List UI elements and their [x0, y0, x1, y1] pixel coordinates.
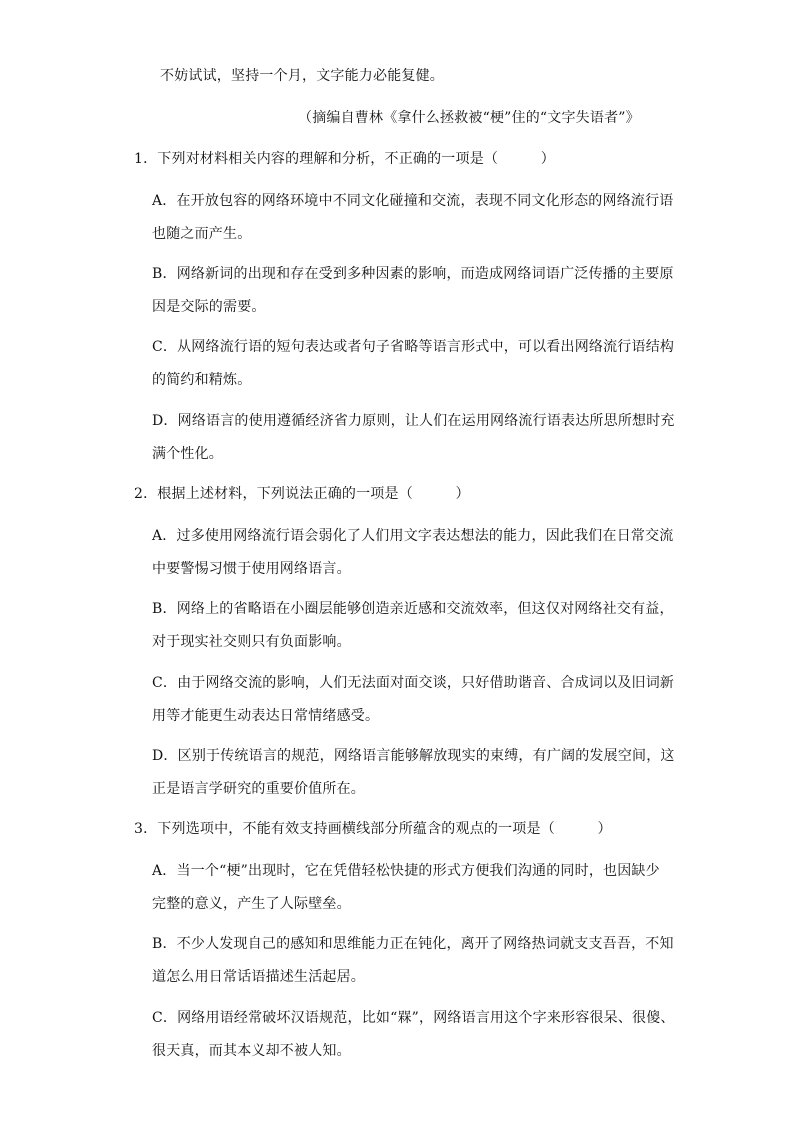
question-1-option-a-line-1: A．在开放包容的网络环境中不同文化碰撞和交流，表现不同文化形态的网络流行语 — [152, 193, 674, 209]
question-1-stem: 1．下列对材料相关内容的理解和分析，不正确的一项是（ ） — [134, 151, 555, 167]
question-3-option-c-line-2: 很天真，而其本义却不被人知。 — [152, 1043, 351, 1059]
question-2-option-c-line-1: C．由于网络交流的影响，人们无法面对面交谈，只好借助谐音、合成词以及旧词新 — [152, 675, 675, 691]
question-3-option-b-line-1: B．不少人发现自己的感知和思维能力正在钝化，离开了网络热词就支支吾吾，不知 — [152, 936, 674, 952]
question-2-option-a-line-2: 中要警惕习惯于使用网络语言。 — [152, 561, 351, 577]
question-2-option-b-line-2: 对于现实社交则只有负面影响。 — [152, 634, 351, 650]
question-2-option-c-line-2: 用等才能更生动表达日常情绪感受。 — [152, 708, 380, 724]
question-2-option-a-line-1: A．过多使用网络流行语会弱化了人们用文字表达想法的能力，因此我们在日常交流 — [152, 528, 674, 544]
question-3-option-a-line-2: 完整的意义，产生了人际壁垒。 — [152, 896, 351, 912]
question-1-option-b-line-2: 因是交际的需要。 — [152, 299, 266, 315]
question-2-option-b-line-1: B．网络上的省略语在小圈层能够创造亲近感和交流效率，但这仅对网络社交有益， — [152, 601, 674, 617]
question-1-option-d-line-2: 满个性化。 — [152, 446, 223, 462]
question-2-stem: 2．根据上述材料，下列说法正确的一项是（ ） — [134, 486, 470, 502]
question-2-option-d-line-1: D．区别于传统语言的规范，网络语言能够解放现实的束缚，有广阔的发展空间，这 — [152, 748, 675, 764]
question-1-option-c-line-2: 的简约和精炼。 — [152, 372, 252, 388]
question-3-option-b-line-2: 道怎么用日常话语描述生活起居。 — [152, 969, 365, 985]
question-3-option-c-line-1: C．网络用语经常破坏汉语规范，比如“槑”，网络语言用这个字来形容很呆、很傻、 — [152, 1010, 675, 1026]
passage-closing-line: 不妨试试，坚持一个月，文字能力必能复健。 — [160, 68, 444, 84]
question-3-option-a-line-1: A．当一个“梗”出现时，它在凭借轻松快捷的形式方便我们沟通的同时，也因缺少 — [152, 863, 660, 879]
question-3-stem: 3．下列选项中，不能有效支持画横线部分所蕴含的观点的一项是（ ） — [134, 821, 612, 837]
question-1-option-a-line-2: 也随之而产生。 — [152, 226, 252, 242]
question-1-option-d-line-1: D．网络语言的使用遵循经济省力原则，让人们在运用网络流行语表达所思所想时充 — [152, 413, 675, 429]
question-2-option-d-line-2: 正是语言学研究的重要价值所在。 — [152, 781, 365, 797]
question-1-option-b-line-1: B．网络新词的出现和存在受到多种因素的影响，而造成网络词语广泛传播的主要原 — [152, 266, 674, 282]
question-1-option-c-line-1: C．从网络流行语的短句表达或者句子省略等语言形式中，可以看出网络流行语结构 — [152, 339, 675, 355]
passage-source: （摘编自曹林《拿什么拯救被“梗”住的“文字失语者”》 — [298, 110, 640, 126]
